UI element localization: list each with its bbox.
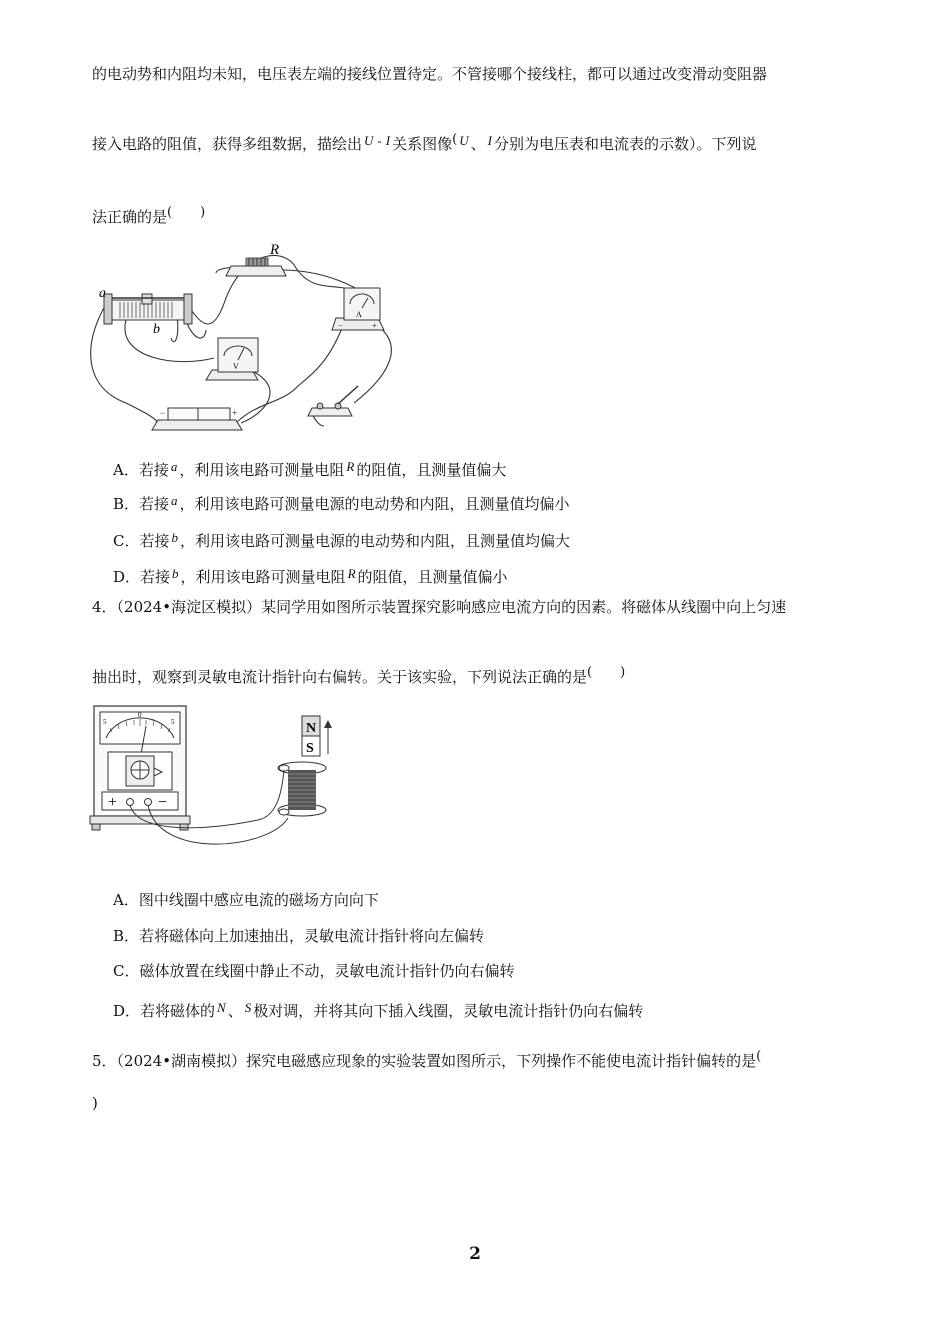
- var-I: I: [487, 133, 492, 148]
- q4-option-a[interactable]: [113, 890, 379, 910]
- option-key: B．: [113, 495, 140, 513]
- option-key: B．: [113, 927, 140, 945]
- var-a: a: [170, 459, 178, 474]
- galvanometer: [90, 706, 190, 830]
- option-key: D．: [113, 1002, 141, 1020]
- q3-option-a[interactable]: [113, 457, 506, 480]
- q5-text-line-1: [92, 1047, 761, 1071]
- label-S: S: [306, 741, 314, 756]
- wire: [125, 320, 214, 362]
- scale-label: 5: [171, 718, 175, 726]
- q4-option-c[interactable]: [113, 961, 515, 981]
- option-text: 若接: [139, 532, 170, 550]
- option-text: 若将磁体向上加速抽出，灵敏电流计指针将向左偏转: [139, 927, 485, 945]
- option-text: 若接: [138, 461, 169, 479]
- q3-option-b[interactable]: [113, 491, 570, 514]
- var-R: R: [346, 459, 355, 474]
- label-R: R: [270, 242, 280, 258]
- option-text: ，利用该电路可测量电源的电动势和内阻，且测量值均偏小: [179, 495, 570, 513]
- option-key: C．: [113, 532, 140, 550]
- var-b: b: [171, 530, 178, 545]
- label-N: N: [306, 721, 317, 736]
- option-text: ，利用该电路可测量电阻: [180, 568, 346, 586]
- switch: [308, 386, 358, 416]
- var-S: S: [244, 1000, 252, 1015]
- label-b: b: [153, 322, 160, 337]
- option-text: 若接: [140, 568, 171, 586]
- q3-text-line-1: 的电动势和内阻均未知，电压表左端的接线位置待定。不管接哪个接线柱，都可以通过改变滑动变阻器: [92, 65, 768, 83]
- q4-text-line-2: [92, 663, 625, 687]
- paren: (: [452, 132, 458, 147]
- q5-text-line-2: [92, 1093, 98, 1113]
- label-A: A: [356, 310, 362, 319]
- var-U: U: [459, 133, 469, 148]
- answer-paren-close: ): [92, 1094, 98, 1112]
- var-a: a: [171, 493, 178, 508]
- wire: [354, 326, 391, 403]
- q4-line2-text: 抽出时，观察到灵敏电流计指针向右偏转。关于该实验，下列说法正确的是: [92, 668, 588, 686]
- option-text: ，利用该电路可测量电阻: [179, 461, 345, 479]
- option-key: A．: [113, 461, 139, 479]
- answer-paren-open: (: [587, 665, 593, 680]
- var-R: R: [347, 566, 356, 581]
- plus-sign: +: [232, 408, 238, 418]
- separator: 、: [470, 135, 486, 153]
- option-text: 图中线圈中感应电流的磁场方向向下: [138, 891, 379, 909]
- q3-option-d[interactable]: [113, 564, 508, 587]
- q3-line2-part-a: 接入电路的阻值，获得多组数据，描绘出: [92, 135, 363, 153]
- plus-sign: +: [372, 321, 377, 330]
- minus-sign: −: [160, 408, 166, 418]
- option-key: D．: [113, 568, 141, 586]
- q3-text-line-3: [92, 203, 205, 227]
- option-text: 的阻值，且测量值偏小: [357, 568, 508, 586]
- label-V: V: [233, 362, 239, 371]
- q3-line3-text: 法正确的是: [92, 208, 168, 226]
- scale-label: 0: [138, 711, 142, 719]
- answer-paren-close: ): [620, 665, 626, 680]
- q4-option-b[interactable]: [113, 926, 484, 946]
- minus-sign: −: [338, 321, 343, 330]
- answer-paren-open: (: [756, 1049, 762, 1064]
- answer-paren-open: (: [167, 205, 173, 220]
- coil: [278, 762, 326, 816]
- var-N: N: [217, 1000, 226, 1015]
- var-b: b: [172, 566, 179, 581]
- option-text: 若接: [139, 495, 170, 513]
- answer-paren-close: ): [200, 205, 206, 220]
- page-number: 2: [469, 1244, 481, 1264]
- option-text: 磁体放置在线圈中静止不动，灵敏电流计指针仍向右偏转: [139, 962, 515, 980]
- var-I: I: [385, 133, 391, 148]
- q5-line1-text: 5．（2024•湖南模拟）探究电磁感应现象的实验装置如图所示，下列操作不能使电流计指针偏转的是: [92, 1052, 757, 1070]
- option-text: ，利用该电路可测量电源的电动势和内阻，且测量值均偏大: [180, 532, 571, 550]
- resistor-R: [226, 242, 286, 276]
- q3-line2-part-c: 分别为电压表和电流表的示数）。下列说: [493, 135, 757, 153]
- separator: 、: [227, 1002, 243, 1020]
- q3-text-line-2: [92, 130, 756, 154]
- q4-galvanometer-figure: [88, 700, 348, 860]
- option-key: C．: [113, 962, 140, 980]
- var-U: U: [364, 133, 374, 148]
- plus-terminal: +: [108, 794, 118, 811]
- q4-option-d[interactable]: [113, 998, 643, 1021]
- ammeter: [332, 288, 384, 330]
- q3-line2-part-b: 关系图像: [392, 135, 453, 153]
- q4-text-line-1: 4．（2024•海淀区模拟）某同学用如图所示装置探究影响感应电流方向的因素。将磁体从线圈中向上匀速: [92, 598, 787, 616]
- option-text: 若将磁体的: [140, 1002, 216, 1020]
- label-a: a: [99, 286, 106, 301]
- option-key: A．: [113, 891, 139, 909]
- var-dash: -: [377, 133, 382, 148]
- voltmeter: [206, 338, 258, 380]
- q3-circuit-figure: [86, 238, 406, 438]
- q3-option-c[interactable]: [113, 528, 570, 551]
- scale-label: 5: [103, 718, 107, 726]
- minus-terminal: −: [158, 794, 168, 811]
- bar-magnet: [302, 716, 332, 756]
- battery: [152, 408, 242, 430]
- option-text: 极对调，并将其向下插入线圈，灵敏电流计指针仍向右偏转: [253, 1002, 644, 1020]
- option-text: 的阻值，且测量值偏大: [356, 461, 507, 479]
